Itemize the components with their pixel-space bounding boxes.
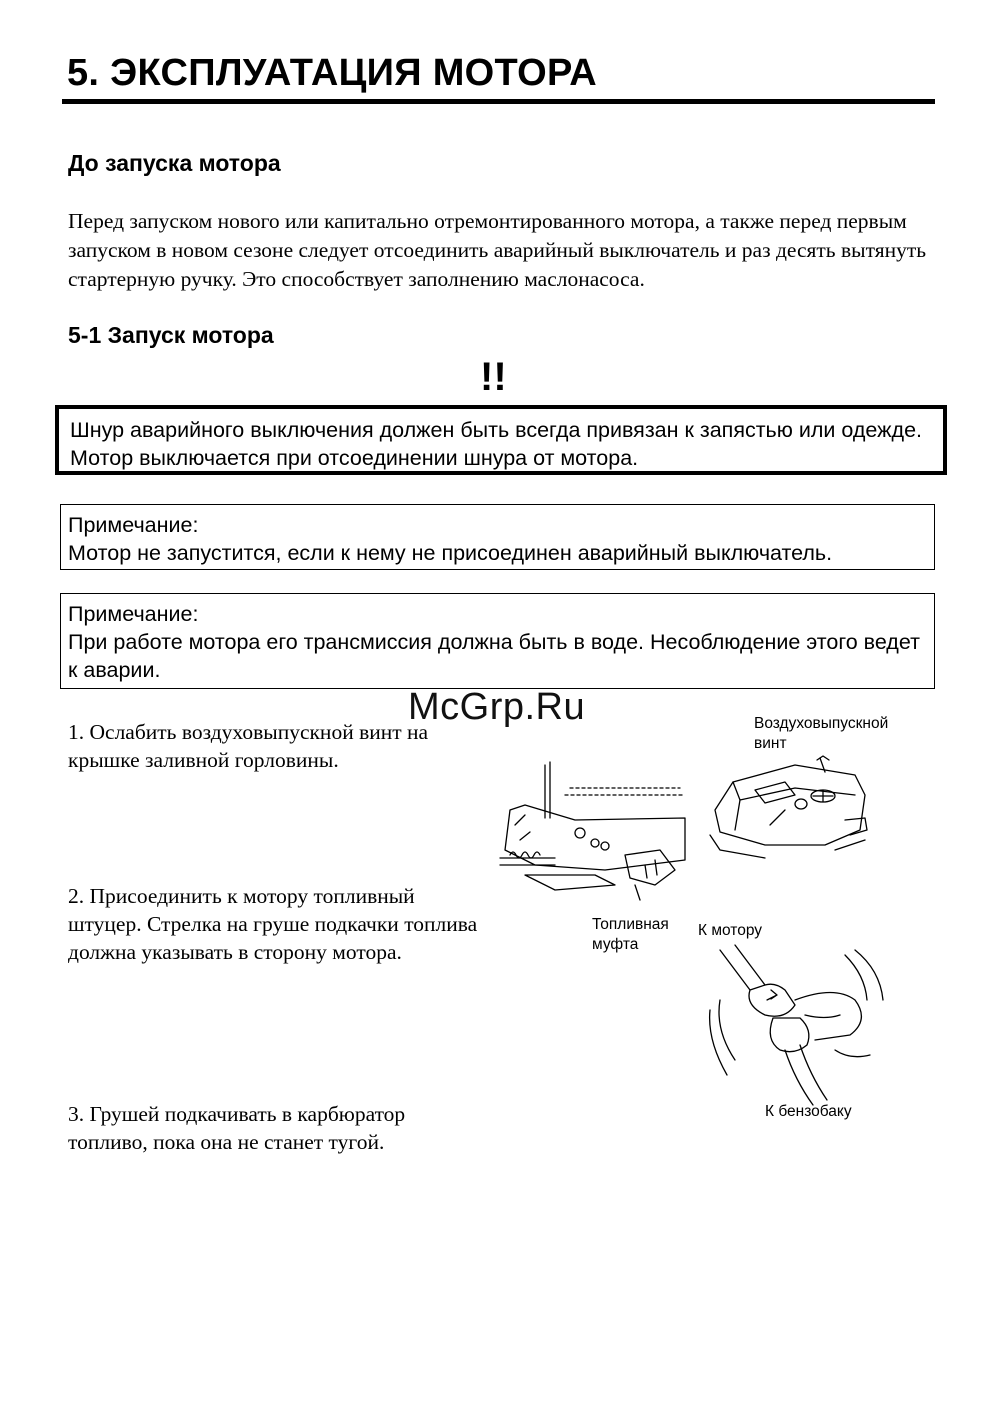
warning-mark: !!	[480, 355, 507, 399]
section-heading: До запуска мотора	[68, 150, 281, 176]
note-text: При работе мотора его трансмиссия должна быть в воде. Несоблюдение этого ведет к аварии.	[68, 630, 920, 682]
page-title: 5. ЭКСПЛУАТАЦИЯ МОТОРА	[67, 52, 598, 94]
step-item: 2. Присоединить к мотору топливный штуцер. Стрелка на груше подкачки топлива должна указывать в сторону мотора.	[68, 884, 478, 964]
figure-label-to-tank: К бензобаку	[765, 1103, 852, 1120]
intro-paragraph: Перед запуском нового или капитально отремонтированного мотора, а также перед первым запуском в новом сезоне следует отсоединить аварийный выключатель и раз десять вытянуть стартерную ручку. Это способствует заполнению маслонасоса.	[68, 209, 927, 291]
watermark: McGrp.Ru	[408, 686, 586, 728]
note-text: Мотор не запустится, если к нему не присоединен аварийный выключатель.	[68, 541, 833, 565]
step-item: 3. Грушей подкачивать в карбюратор топливо, пока она не станет тугой.	[68, 1102, 406, 1154]
motor-connection-drawing	[500, 762, 685, 900]
figure-label-vent-screw: Воздуховыпускной винт	[754, 715, 889, 752]
figure-label-fuel-coupling: Топливная муфта	[592, 916, 669, 953]
primer-bulb-drawing	[710, 945, 883, 1105]
fuel-system-illustration	[495, 700, 925, 1130]
figure-label-to-motor: К мотору	[698, 922, 763, 939]
warning-text: Шнур аварийного выключения должен быть всегда привязан к запястью или одежде. Мотор выключается при отсоединении шнура от мотора.	[70, 418, 923, 470]
title-divider	[62, 99, 935, 104]
note-label: Примечание:	[68, 602, 199, 626]
fuel-tank-drawing	[710, 756, 867, 858]
note-box	[60, 593, 935, 689]
step-item: 1. Ослабить воздуховыпускной винт на крышке заливной горловины.	[68, 720, 429, 772]
note-label: Примечание:	[68, 513, 199, 537]
warning-box	[55, 405, 947, 475]
subsection-heading: 5-1 Запуск мотора	[68, 322, 274, 348]
note-box	[60, 504, 935, 570]
